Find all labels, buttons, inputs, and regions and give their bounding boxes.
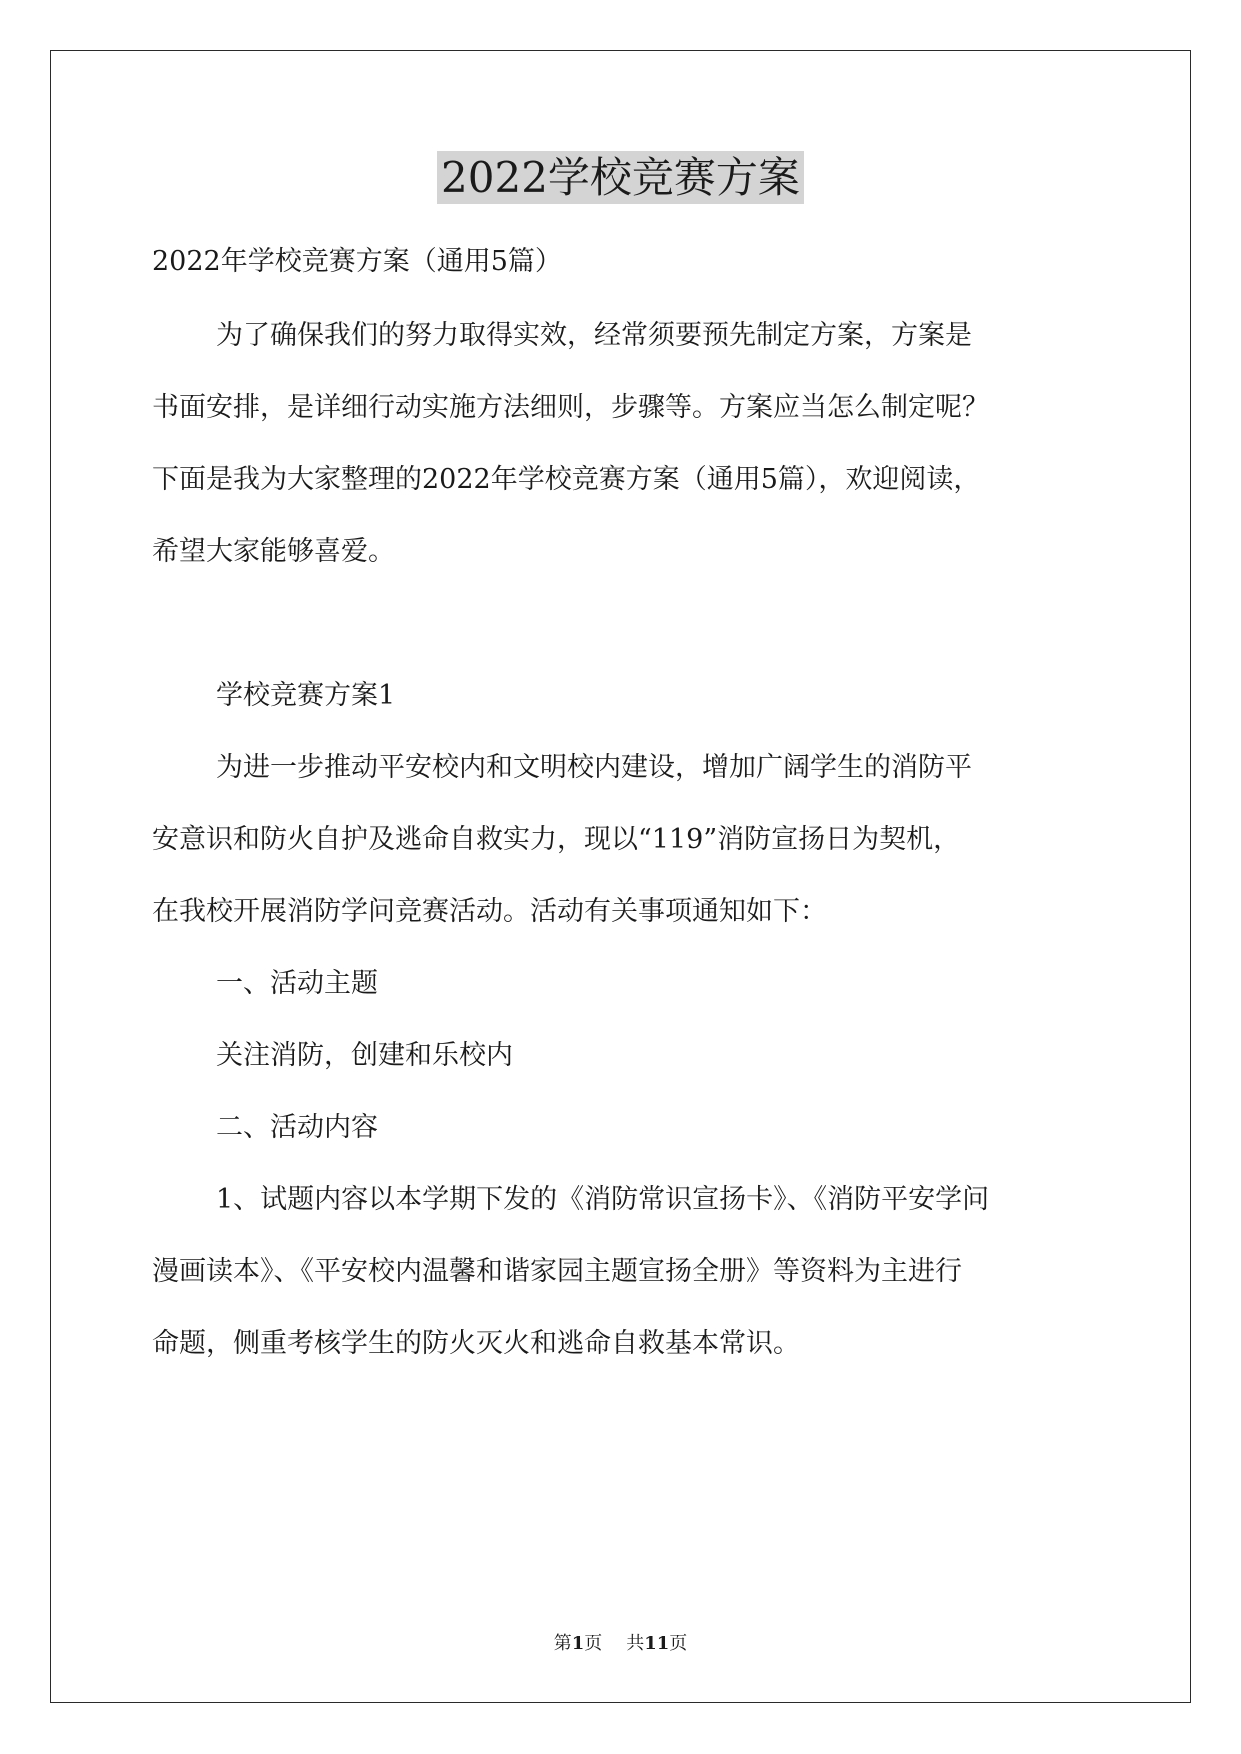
page-border [50, 50, 1191, 1703]
item2-line-3: 命题，侧重考核学生的防火灭火和逃命自救基本常识。 [152, 1328, 800, 1359]
item1-heading: 一、活动主题 [216, 968, 378, 999]
footer-total-pages: 11 [644, 1633, 670, 1654]
document-title [0, 150, 1241, 206]
item2-line-1: 1、试题内容以本学期下发的《消防常识宣扬卡》、《消防平安学问 [216, 1184, 990, 1215]
page-footer [0, 1632, 1241, 1656]
intro-line-1: 为了确保我们的努力取得实效，经常须要预先制定方案，方案是 [216, 320, 972, 351]
footer-total-prefix: 共 [626, 1633, 645, 1654]
section-heading: 学校竞赛方案1 [216, 680, 396, 711]
footer-page-prefix: 第 [553, 1633, 572, 1654]
section-para-line-3: 在我校开展消防学问竞赛活动。活动有关事项通知如下： [152, 896, 827, 927]
document-title-text: 2022学校竞赛方案 [437, 151, 804, 204]
footer-total-suffix: 页 [669, 1633, 688, 1654]
intro-line-4: 希望大家能够喜爱。 [152, 536, 395, 567]
intro-line-2: 书面安排，是详细行动实施方法细则，步骤等。方案应当怎么制定呢？ [152, 392, 989, 423]
footer-page-number: 1 [571, 1633, 585, 1654]
section-para-line-1: 为进一步推动平安校内和文明校内建设，增加广阔学生的消防平 [216, 752, 972, 783]
item1-text: 关注消防，创建和乐校内 [216, 1040, 513, 1071]
section-para-line-2: 安意识和防火自护及逃命自救实力，现以“119”消防宣扬日为契机， [152, 824, 961, 855]
item2-line-2: 漫画读本》、《平安校内温馨和谐家园主题宣扬全册》等资料为主进行 [152, 1256, 962, 1287]
item2-heading: 二、活动内容 [216, 1112, 378, 1143]
footer-page-suffix: 页 [584, 1633, 603, 1654]
intro-line-3: 下面是我为大家整理的2022年学校竞赛方案（通用5篇），欢迎阅读， [152, 464, 981, 495]
document-subtitle: 2022年学校竞赛方案（通用5篇） [152, 246, 562, 277]
